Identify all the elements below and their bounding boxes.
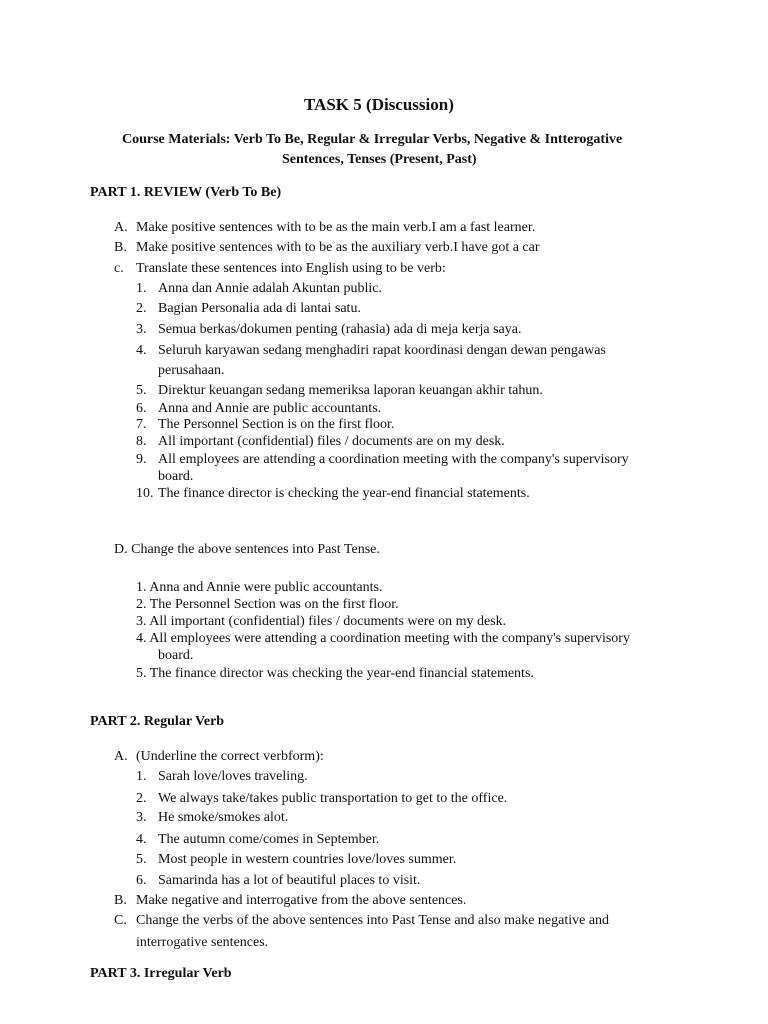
- list-item-number: 5.: [136, 852, 147, 867]
- list-item-number: 4.: [136, 343, 147, 358]
- list-item: We always take/takes public transportation to get to the office.: [158, 791, 508, 806]
- part1-item-c-marker: c.: [114, 261, 124, 276]
- part2-item-b-text: Make negative and interrogative from the above sentences.: [136, 893, 467, 908]
- part2-item-c-text: Change the verbs of the above sentences into Past Tense and also make negative and: [136, 913, 610, 928]
- past-list-item: 2. The Personnel Section was on the first floor.: [136, 597, 399, 612]
- past-list-item-continuation: board.: [158, 648, 194, 663]
- past-list-item: 3. All important (confidential) files / documents were on my desk.: [136, 614, 507, 629]
- list-item-continuation: perusahaan.: [158, 363, 225, 378]
- part2-item-c-continuation: interrogative sentences.: [136, 935, 269, 950]
- list-item-number: 3.: [136, 810, 147, 825]
- part2-item-c-marker: C.: [114, 913, 127, 928]
- part2-item-a-marker: A.: [114, 749, 128, 764]
- part2-item-a-text: (Underline the correct verbform):: [136, 749, 324, 764]
- list-item: He smoke/smokes alot.: [158, 810, 289, 825]
- list-item-number: 2.: [136, 301, 147, 316]
- list-item-number: 8.: [136, 434, 147, 449]
- list-item-number: 10.: [136, 486, 154, 501]
- list-item-number: 5.: [136, 383, 147, 398]
- list-item-continuation: board.: [158, 469, 194, 484]
- part1-item-b-text: Make positive sentences with to be as the auxiliary verb.I have got a car: [136, 240, 540, 255]
- list-item-number: 1.: [136, 281, 147, 296]
- list-item: The finance director is checking the year-end financial statements.: [158, 486, 530, 501]
- list-item: Direktur keuangan sedang memeriksa laporan keuangan akhir tahun.: [158, 383, 543, 398]
- page-title: TASK 5 (Discussion): [304, 95, 454, 114]
- list-item: Anna and Annie are public accountants.: [158, 401, 382, 416]
- list-item-number: 6.: [136, 401, 147, 416]
- list-item: Samarinda has a lot of beautiful places to visit.: [158, 873, 421, 888]
- past-list-item: 4. All employees were attending a coordination meeting with the company's supervisory: [136, 631, 630, 646]
- list-item: The autumn come/comes in September.: [158, 832, 380, 847]
- list-item-number: 7.: [136, 417, 147, 432]
- list-item: Bagian Personalia ada di lantai satu.: [158, 301, 361, 316]
- list-item: Semua berkas/dokumen penting (rahasia) ada di meja kerja saya.: [158, 322, 522, 337]
- part1-item-a-text: Make positive sentences with to be as the main verb.I am a fast learner.: [136, 220, 536, 235]
- past-list-item: 1. Anna and Annie were public accountants.: [136, 580, 383, 595]
- past-list-item: 5. The finance director was checking the year-end financial statements.: [136, 666, 534, 681]
- list-item: The Personnel Section is on the first floor.: [158, 417, 395, 432]
- list-item: Seluruh karyawan sedang menghadiri rapat koordinasi dengan dewan pengawas: [158, 343, 606, 358]
- part2-heading: PART 2. Regular Verb: [90, 714, 225, 729]
- list-item-number: 4.: [136, 832, 147, 847]
- part1-item-a-marker: A.: [114, 220, 128, 235]
- list-item-number: 6.: [136, 873, 147, 888]
- part2-item-b-marker: B.: [114, 893, 127, 908]
- list-item-number: 3.: [136, 322, 147, 337]
- list-item: All important (confidential) files / documents are on my desk.: [158, 434, 505, 449]
- part1-item-b-marker: B.: [114, 240, 127, 255]
- part1-item-d-heading: D. Change the above sentences into Past Tense.: [114, 542, 380, 557]
- list-item-number: 9.: [136, 452, 147, 467]
- list-item: Most people in western countries love/loves summer.: [158, 852, 457, 867]
- part1-item-c-text: Translate these sentences into English using to be verb:: [136, 261, 446, 276]
- list-item-number: 1.: [136, 769, 147, 784]
- part1-heading: PART 1. REVIEW (Verb To Be): [90, 185, 282, 200]
- course-materials-line1: Course Materials: Verb To Be, Regular & Irregular Verbs, Negative & Intterogative: [122, 132, 623, 147]
- list-item: Sarah love/loves traveling.: [158, 769, 308, 784]
- list-item: Anna dan Annie adalah Akuntan public.: [158, 281, 382, 296]
- course-materials-line2: Sentences, Tenses (Present, Past): [282, 152, 477, 167]
- list-item-number: 2.: [136, 791, 147, 806]
- list-item: All employees are attending a coordination meeting with the company's supervisory: [158, 452, 629, 467]
- part3-heading: PART 3. Irregular Verb: [90, 966, 232, 981]
